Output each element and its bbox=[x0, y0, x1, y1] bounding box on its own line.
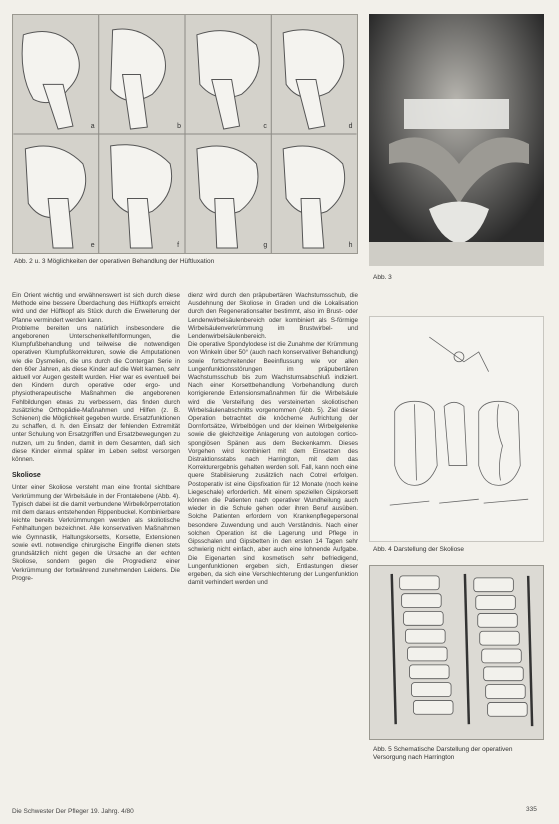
panel-letter-a: a bbox=[90, 123, 95, 131]
footer-journal: Die Schwester Der Pfleger 19. Jahrg. 4/80 bbox=[12, 808, 134, 815]
panel-letter-h: h bbox=[348, 242, 353, 250]
left-paragraph-3: Unter einer Skoliose versteht man eine frontal sichtbare Verkrümmung der Wirbelsäule in der Frontalebene (Abb. 4). Typisch dabei ist die damit verbundene Wirbelkörperrotation mit dem daraus entstehenden Rippenbuckel. Kombinierbare leichte bereits Verkrümmungen werden als skoliotische Fehlhaltungen bezeichnet. Alle konservativen Maßnahmen wie Gymnastik, Haltungskorsetts, Korsette, Extensionen sowie evtl. notwendige chirurgische Eingriffe dienen stets grundsätzlich nicht gegen die Ursache an der echten Skoliose, sondern gegen die Progredienz einer Verkrümmung der fortwährend zunehmenden Leidens. Die Progre- bbox=[12, 484, 180, 582]
fig3-caption: Abb. 3 bbox=[373, 274, 392, 281]
panel-letter-d: d bbox=[348, 123, 353, 131]
panel-letter-e: e bbox=[90, 242, 95, 250]
pelvis-xray-image bbox=[369, 14, 544, 266]
left-text-column bbox=[12, 292, 180, 802]
fig23-caption: Abb. 2 u. 3 Möglichkeiten der operativen Behandlung der Hüftluxation bbox=[14, 258, 215, 265]
section-heading-skoliose: Skoliose bbox=[12, 472, 41, 480]
fig5-caption: Abb. 5 Schematische Darstellung der operativen Versorgung nach Harrington bbox=[373, 746, 513, 761]
scoliosis-figure bbox=[369, 316, 544, 542]
harrington-figure bbox=[369, 565, 544, 740]
harrington-svg bbox=[370, 566, 543, 739]
panel-letter-g: g bbox=[263, 242, 268, 250]
middle-text-column bbox=[188, 292, 358, 802]
middle-paragraph-2: Die operative Spondylodese ist die Zunahme der Krümmung von Winkeln über 50° (auch nach konservativer Behandlung) sowie fortschreitender Beeinflussung wie vor allen Lungenfunktionsstörungen im präpubertären Wachstumsschub bis zum Wachstumsabschluß indiziert. Nach einer Korsettbehandlung Vorbehandlung durch korrigierende Extensionsmaßnahmen für die Wirbelsäule wird die Versteifung des versteinerten skoliotischen Wirbelsäulenabschnitts vorgenommen (Abb. 5). Ziel dieser Operation betrachtet die knöcherne Aufrichtung der Dornfortsätze, Wirbelbögen und der kleinen Wirbelgelenke sowie die gleichzeitige Anlagerung von autologen cortico-spongiösen Spänen aus dem Beckenkamm. Dieses Vorgehen wird kombiniert mit dem Einsetzen des Distraktionsstabs nach Harrington, mit dem das Korrekturergebnis gehalten werden soll. Fall, kann noch eine quere Stabilisierung zusätzlich nach Cotrel erfolgen. Postoperativ ist eine Gipsfixation für 12 Monate (noch keine Liegeschale) erforderlich. Mit einem speziellen Gipskorsett können die Patienten nach operativer Wundheilung auch wieder in die Schule gehen oder ihren Beruf ausüben. Solche Patienten erfordern von Krankenpflegepersonal besondere Zuwendung und auch Verständnis. Nach einer solchen Operation ist die Lagerung und Pflege in Gipsschalen und Gipsbetten in den ersten 14 Tagen sehr schwierig nicht einfach, aber auch eine lohnende Aufgabe. Die Eigenarten sind kosmetisch sehr befriedigend, Lungenfunktionen ergeben sich, Entlastungen dieser ergeben, da sich eine Verschlechterung der Lungenfunktion damit verhindert werden und bbox=[188, 341, 358, 587]
hip-drawings-svg bbox=[13, 15, 357, 253]
xray-svg bbox=[369, 14, 544, 266]
left-paragraph-1: Ein Orient wichtig und erwähnenswert ist sich durch diese Methode eine bessere Überdachung des Hüftkopfs erreicht wird und der Hüftkopf als Stück durch die Erweiterung der Pfanne vermindert werden kann. bbox=[12, 292, 180, 324]
footer-page-number: 335 bbox=[526, 806, 537, 813]
scoliosis-svg bbox=[370, 317, 543, 541]
fig4-caption: Abb. 4 Darstellung der Skoliose bbox=[373, 546, 465, 553]
hip-dislocation-drawings-figure bbox=[12, 14, 358, 254]
panel-letter-c: c bbox=[263, 123, 267, 131]
left-paragraph-2: Probleme bereiten uns natürlich insbesondere die angeborenen Unterschenkelfehlformungen, die Klumpfußbehandlung und teilweise die notwendigen operativen Klumpfußkorrekturen, sowie die Amputationen wie die Dysmelien, die uns durch die Contergan Serie in den 60er Jahren, als diese Kinder auf die Welt kamen, sehr aktuell vor Augen gestellt wurden. Hier war es eventuell bei den Kindern durch operative oder ergo- und physiotherapeutische Maßnahmen die angeborenen Fehlbildungen etwas zu verbessern, das finden durch zusätzliche Orthopädie-Maßnahmen und Hilfen (z. B. Schienen) die Möglichkeit gegeben wurde. Ersatzfunktionen zu schaffen, d. h. den Einsatz der fehlenden Extremität unter Schulung von Ersatzgriffen und Ersatzbewegungen zu nutzen, um zu finden, damit in dem Gesamten, daß sich diese Kinder einmal später im Leben selbst versorgen können. bbox=[12, 324, 180, 464]
panel-letter-b: b bbox=[177, 123, 181, 131]
panel-letter-f: f bbox=[177, 242, 180, 250]
middle-paragraph-1: dienz wird durch den präpubertären Wachstumsschub, die Ausdehnung der Skoliose in Graden und die Lokalisation durch den Regenerationsalter bestimmt, also im Brust- oder Lendenwirbelsäulenbereich oder kombiniert als S-förmige Wirbelsäulenverkrümmung im Brustwirbel- und Lendenwirbelsäulenbereich. bbox=[188, 292, 358, 341]
